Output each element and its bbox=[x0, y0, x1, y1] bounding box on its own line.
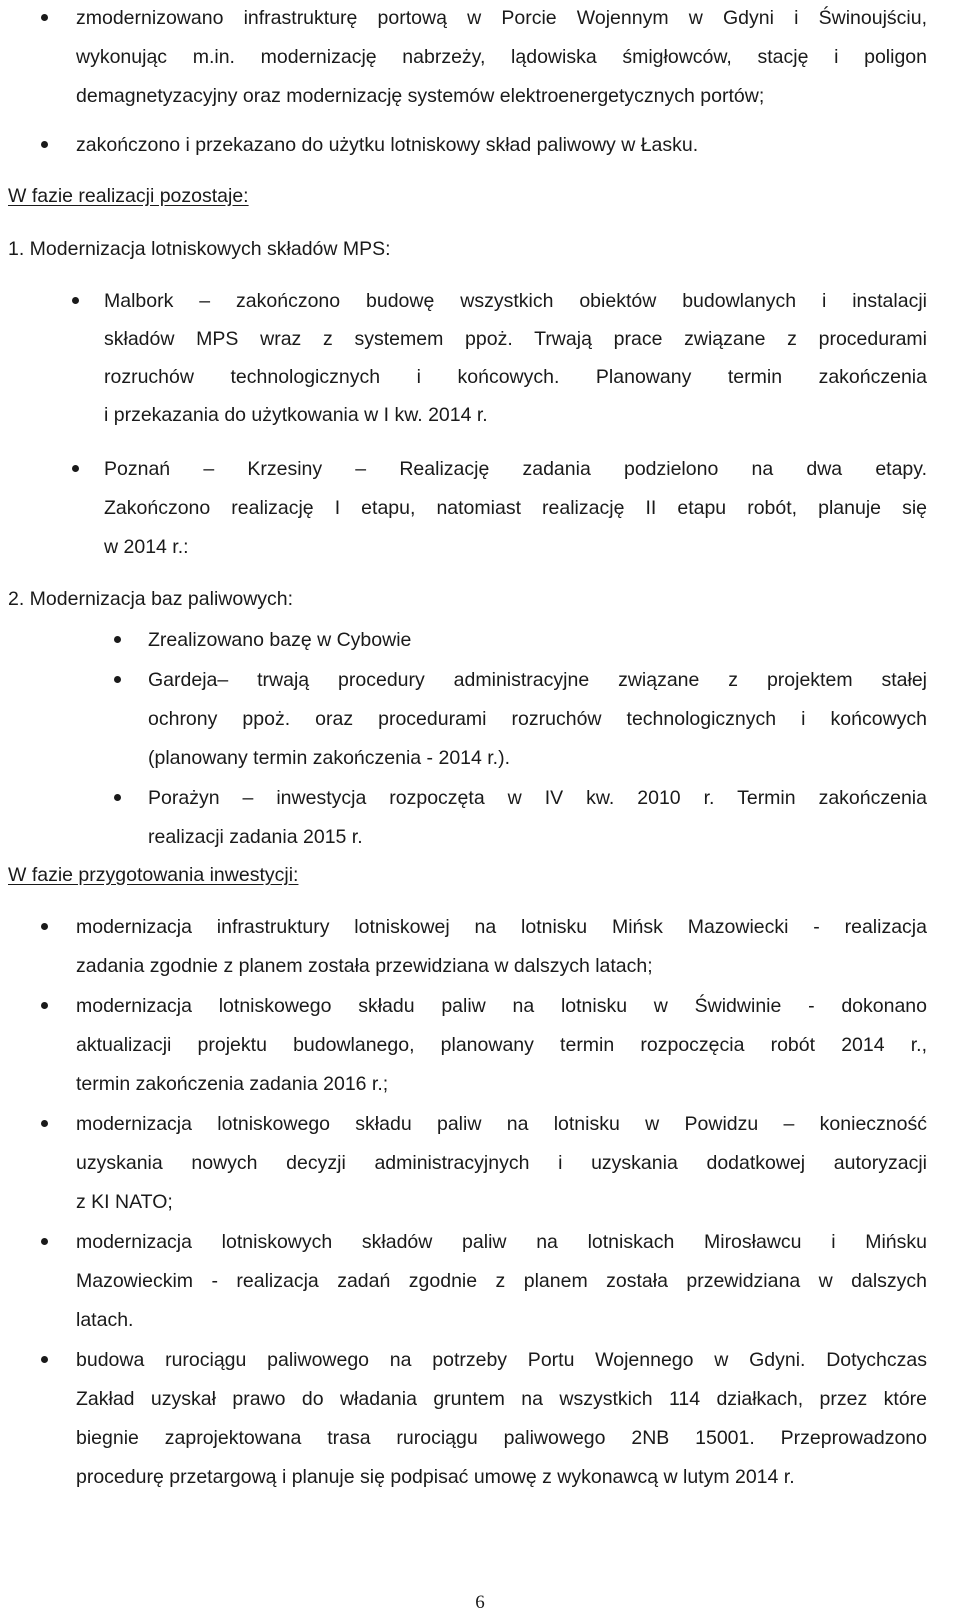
list-item-line: Mazowieckim - realizacja zadań zgodnie z planem została przewidziana w dalszych bbox=[76, 1270, 927, 1292]
bullet-icon bbox=[41, 14, 48, 21]
list-item-line: Malbork – zakończono budowę wszystkich obiektów budowlanych i instalacji bbox=[104, 290, 927, 312]
bullet-icon bbox=[72, 297, 79, 304]
bullet-icon bbox=[41, 1002, 48, 1009]
list-item-line: modernizacja lotniskowego składu paliw na lotnisku w Świdwinie - dokonano bbox=[76, 995, 927, 1017]
section-heading: W fazie realizacji pozostaje: bbox=[8, 185, 249, 207]
list-item-line: ochrony ppoż. oraz procedurami rozruchów technologicznych i końcowych bbox=[148, 708, 927, 730]
list-item-line: w 2014 r.: bbox=[104, 536, 189, 558]
list-item-line: zakończono i przekazano do użytku lotniskowy skład paliwowy w Łasku. bbox=[76, 134, 699, 156]
bullet-icon bbox=[41, 1238, 48, 1245]
list-item-line: Gardeja– trwają procedury administracyjne związane z projektem stałej bbox=[148, 669, 927, 691]
bullet-icon bbox=[114, 794, 121, 801]
list-item-line: modernizacja lotniskowych składów paliw na lotniskach Mirosławcu i Mińsku bbox=[76, 1231, 927, 1253]
list-item-line: modernizacja infrastruktury lotniskowej na lotnisku Mińsk Mazowiecki - realizacja bbox=[76, 916, 927, 938]
bullet-icon bbox=[41, 141, 48, 148]
list-item-line: aktualizacji projektu budowlanego, planowany termin rozpoczęcia robót 2014 r., bbox=[76, 1034, 927, 1056]
list-item-line: termin zakończenia zadania 2016 r.; bbox=[76, 1073, 389, 1095]
list-item-line: procedurę przetargową i planuje się podpisać umowę z wykonawcą w lutym 2014 r. bbox=[76, 1466, 795, 1488]
list-item-line: demagnetyzacyjny oraz modernizację systemów elektroenergetycznych portów; bbox=[76, 85, 765, 107]
section2-title: 2. Modernizacja baz paliwowych: bbox=[8, 588, 294, 610]
list-item-line: biegnie zaprojektowana trasa rurociągu paliwowego 2NB 15001. Przeprowadzono bbox=[76, 1427, 927, 1449]
list-item-line: modernizacja lotniskowego składu paliw na lotnisku w Powidzu – konieczność bbox=[76, 1113, 927, 1135]
list-item-line: Zrealizowano bazę w Cybowie bbox=[148, 629, 412, 651]
bullet-icon bbox=[72, 465, 79, 472]
list-item-line: wykonując m.in. modernizację nabrzeży, lądowiska śmigłowców, stację i poligon bbox=[76, 46, 927, 68]
list-item-line: Poznań – Krzesiny – Realizację zadania podzielono na dwa etapy. bbox=[104, 458, 927, 480]
bullet-icon bbox=[41, 923, 48, 930]
list-item-line: budowa rurociągu paliwowego na potrzeby Portu Wojennego w Gdyni. Dotychczas bbox=[76, 1349, 927, 1371]
list-item-line: realizacji zadania 2015 r. bbox=[148, 826, 363, 848]
bullet-icon bbox=[114, 676, 121, 683]
bullet-icon bbox=[114, 636, 121, 643]
page-number: 6 bbox=[475, 1592, 485, 1613]
list-item-line: rozruchów technologicznych i końcowych. Planowany termin zakończenia bbox=[104, 366, 927, 388]
list-item-line: Porażyn – inwestycja rozpoczęta w IV kw. 2010 r. Termin zakończenia bbox=[148, 787, 927, 809]
section1-title: 1. Modernizacja lotniskowych składów MPS: bbox=[8, 238, 391, 260]
list-item-line: składów MPS wraz z systemem ppoż. Trwają prace związane z procedurami bbox=[104, 328, 927, 350]
list-item-line: latach. bbox=[76, 1309, 134, 1331]
list-item-line: zadania zgodnie z planem została przewidziana w dalszych latach; bbox=[76, 955, 653, 977]
list-item-line: zmodernizowano infrastrukturę portową w Porcie Wojennym w Gdyni i Świnoujściu, bbox=[76, 7, 927, 29]
list-item-line: (planowany termin zakończenia - 2014 r.). bbox=[148, 747, 511, 769]
section-heading: W fazie przygotowania inwestycji: bbox=[8, 864, 299, 886]
list-item-line: uzyskania nowych decyzji administracyjnych i uzyskania dodatkowej autoryzacji bbox=[76, 1152, 927, 1174]
list-item-line: Zakład uzyskał prawo do władania gruntem na wszystkich 114 działkach, przez które bbox=[76, 1388, 927, 1410]
list-item-line: i przekazania do użytkowania w I kw. 2014 r. bbox=[104, 404, 488, 426]
bullet-icon bbox=[41, 1120, 48, 1127]
list-item-line: Zakończono realizację I etapu, natomiast realizację II etapu robót, planuje się bbox=[104, 497, 927, 519]
list-item-line: z KI NATO; bbox=[76, 1191, 173, 1213]
bullet-icon bbox=[41, 1356, 48, 1363]
